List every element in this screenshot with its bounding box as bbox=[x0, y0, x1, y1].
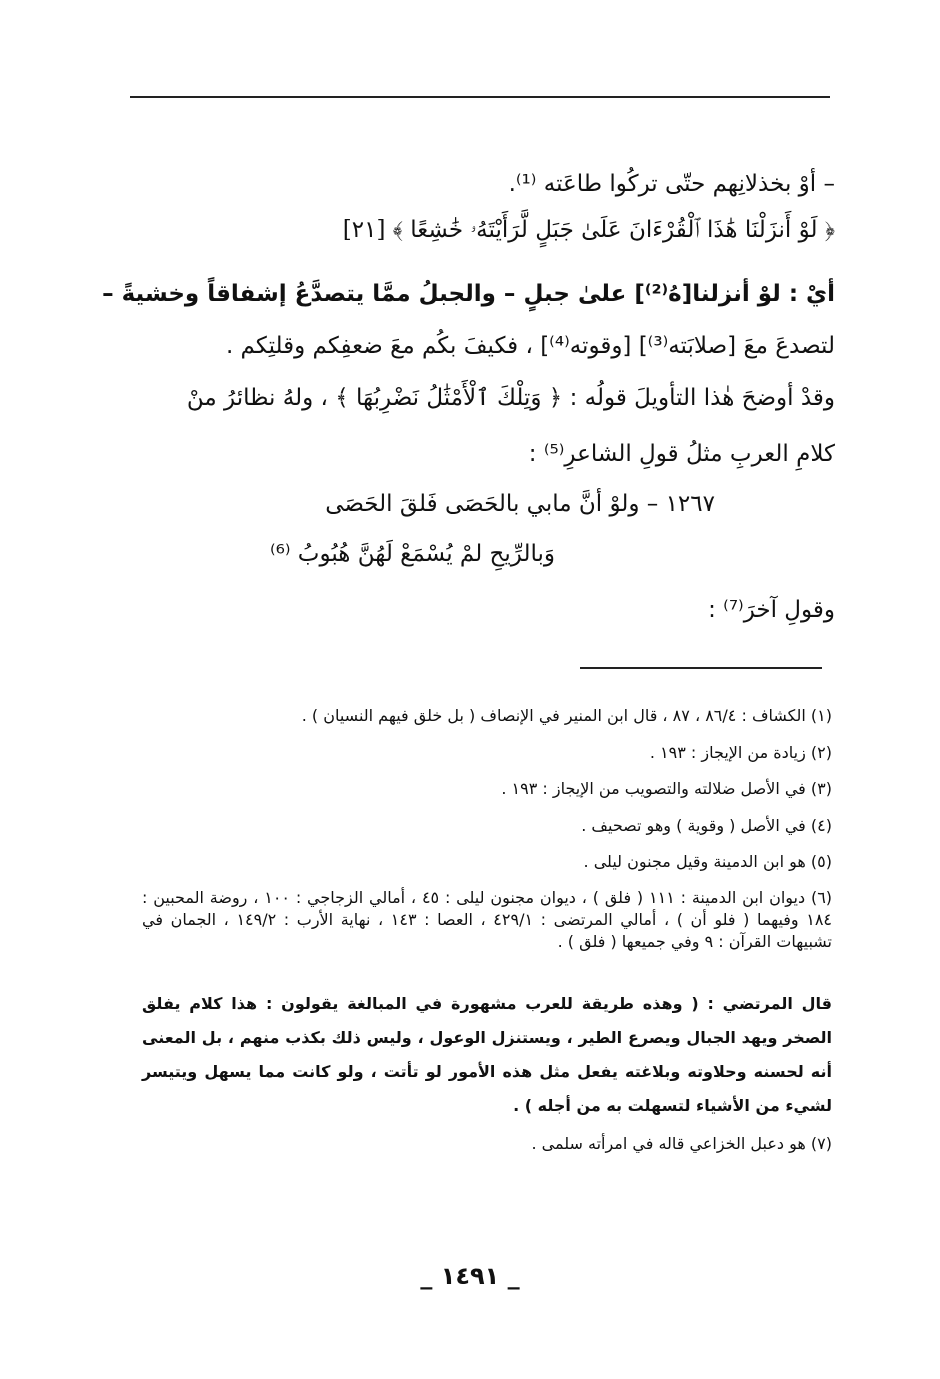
footnote-separator bbox=[580, 667, 822, 669]
header-rule bbox=[130, 96, 830, 98]
page-number: _ ١٤٩١ _ bbox=[420, 1262, 520, 1290]
text-line-9: وقولِ آخرَ⁽⁷⁾ : bbox=[708, 597, 835, 623]
text-line-4: لتصدعَ معَ [صلابَته⁽³⁾] [وقوته⁽⁴⁾] ، فكيفَ بكُم معَ ضعفِكم وقلتِكم . bbox=[225, 333, 835, 359]
text-line-6: كلامِ العربِ مثلُ قولِ الشاعرِ⁽⁵⁾ : bbox=[528, 441, 835, 467]
footnote-6-quote: قال المرتضي : ( وهذه طريقة للعرب مشهورة في المبالغة يقولون : هذا كلام يفلق الصخر ويهد الجبال ويصرع الطير ، ويستنزل الوعول ، وليس ذلك بكذب منهم ، بل المعنى أنه لحسنه وحلاوته وبلاغته يفعل مثل هذه الأمور لو تأتت ، ولو كانت مما يسهل ويتيسر لشيء من الأشياء لتسهلت به من أجله ) . bbox=[142, 994, 832, 1115]
text-line-3: أيْ : لوْ أنزلنا[هُ⁽²⁾] علىٰ جبلٍ – والجبلُ ممَّا يتصدَّعُ إشفاقاً وخشيةً – bbox=[102, 281, 835, 307]
footnote-3: (٣) في الأصل ضلالته والتصويب من الإيجاز : ١٩٣ . bbox=[501, 779, 832, 798]
footnote-7: (٧) هو دعبل الخزاعي قاله في امرأته سلمى . bbox=[531, 1134, 832, 1153]
footnote-5: (٥) هو ابن الدمينة وقيل مجنون ليلى . bbox=[583, 852, 832, 871]
footnote-4: (٤) في الأصل ( وقوية ) وهو تصحيف . bbox=[581, 816, 832, 835]
poem-verse-first-hemistich: ١٢٦٧ – ولوْ أنَّ مابي بالحَصَى فَلقَ الحَصَى bbox=[325, 491, 715, 517]
text-line-1: – أوْ بخذلانِهم حتّى تركُوا طاعَته ⁽¹⁾. bbox=[508, 171, 835, 197]
footnote-2: (٢) زيادة من الإيجاز : ١٩٣ . bbox=[649, 743, 832, 762]
quran-verse: ﴿ لَوْ أَنزَلْنَا هَٰذَا ٱلْقُرْءَانَ عَلَىٰ جَبَلٍ لَّرَأَيْتَهُۥ خَٰشِعًا ﴾ [٢١] bbox=[342, 217, 835, 243]
poem-verse-second-hemistich: وَبالرِّيحِ لمْ يُسْمَعْ لَهُنَّ هُبُوبُ ⁽⁶⁾ bbox=[269, 541, 555, 567]
footnote-6: (٦) ديوان ابن الدمينة : ١١١ ( فلق ) ، ديوان مجنون ليلى : ٤٥ ، أمالي الزجاجي : ١٠٠ ، روضة المحبين : ١٨٤ وفيهما ( فلو أن ) ، أمالي المرتضى : ٤٢٩/١ ، العصا : ١٤٣ ، نهاية الأرب : ١٤٩/٢ ، الجمان في تشبيهات القرآن : ٩ وفي جميعها ( فلق ) . bbox=[142, 888, 833, 951]
footnote-1: (١) الكشاف : ٨٦/٤ ، ٨٧ ، قال ابن المنير في الإنصاف ( بل خلق فيهم النسيان ) . bbox=[301, 706, 832, 725]
text-line-5: وقدْ أوضحَ هٰذا التأويلَ قولُه : ﴿ وَتِلْكَ ٱلْأَمْثَٰلُ نَضْرِبُهَا ﴾ ، ولهُ نظائرُ منْ bbox=[186, 385, 835, 411]
